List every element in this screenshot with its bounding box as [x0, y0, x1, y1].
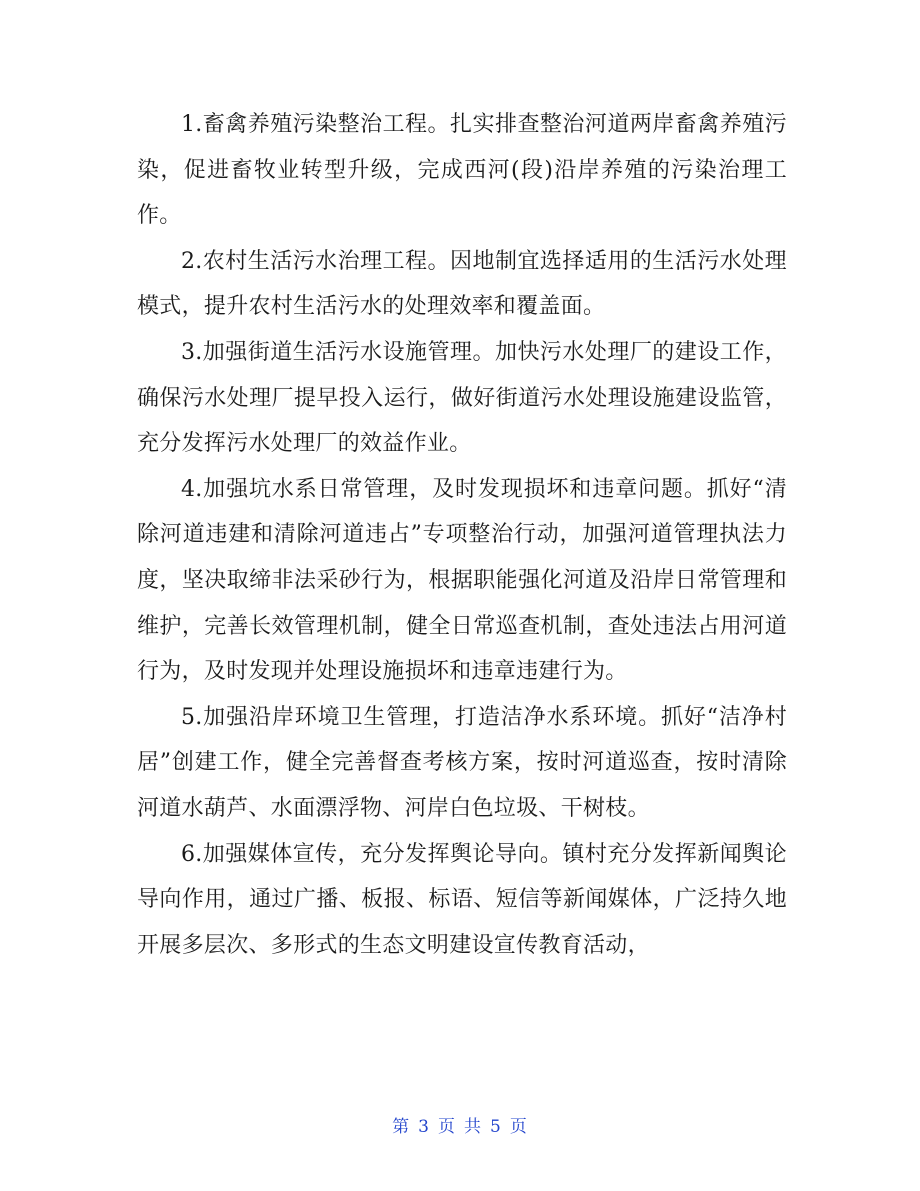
paragraph-3: 3.加强街道生活污水设施管理。加快污水处理厂的建设工作，确保污水处理厂提早投入运行，做好街道污水处理设施建设监管，充分发挥污水处理厂的效益作业。 — [137, 339, 787, 457]
document-body — [137, 102, 787, 968]
paragraph-2: 2.农村生活污水治理工程。因地制宜选择适用的生活污水处理模式，提升农村生活污水的处理效率和覆盖面。 — [137, 248, 787, 320]
footer-label-page-unit: 页 — [438, 1117, 456, 1137]
paragraph-5: 5.加强沿岸环境卫生管理，打造洁净水系环境。抓好“洁净村居”创建工作，健全完善督查考核方案，按时河道巡查，按时清除河道水葫芦、水面漂浮物、河岸白色垃圾、干树枝。 — [137, 704, 787, 821]
footer-total-pages: 5 — [490, 1117, 502, 1137]
footer-label-total-unit: 页 — [509, 1117, 528, 1137]
paragraph-4: 4.加强坑水系日常管理，及时发现损坏和违章问题。抓好“清除河道违建和清除河道违占”专项整治行动，加强河道管理执法力度，坚决取缔非法采砂行为，根据职能强化河道及沿岸日常管理和维护，完善长效管理机制，健全日常巡查机制，查处违法占用河道行为，及时发现并处理设施损坏和违章违建行为。 — [137, 476, 787, 685]
footer-label-total: 共 — [464, 1117, 482, 1137]
paragraph-6: 6.加强媒体宣传，充分发挥舆论导向。镇村充分发挥新闻舆论导向作用，通过广播、板报、标语、短信等新闻媒体，广泛持久地开展多层次、多形式的生态文明建设宣传教育活动， — [137, 841, 787, 958]
footer-current-page: 3 — [418, 1117, 430, 1137]
footer-label-page: 第 — [392, 1117, 411, 1137]
page-footer — [0, 1112, 920, 1137]
paragraph-1: 1.畜禽养殖污染整治工程。扎实排查整治河道两岸畜禽养殖污染，促进畜牧业转型升级，完成西河(段)沿岸养殖的污染治理工作。 — [137, 112, 787, 229]
